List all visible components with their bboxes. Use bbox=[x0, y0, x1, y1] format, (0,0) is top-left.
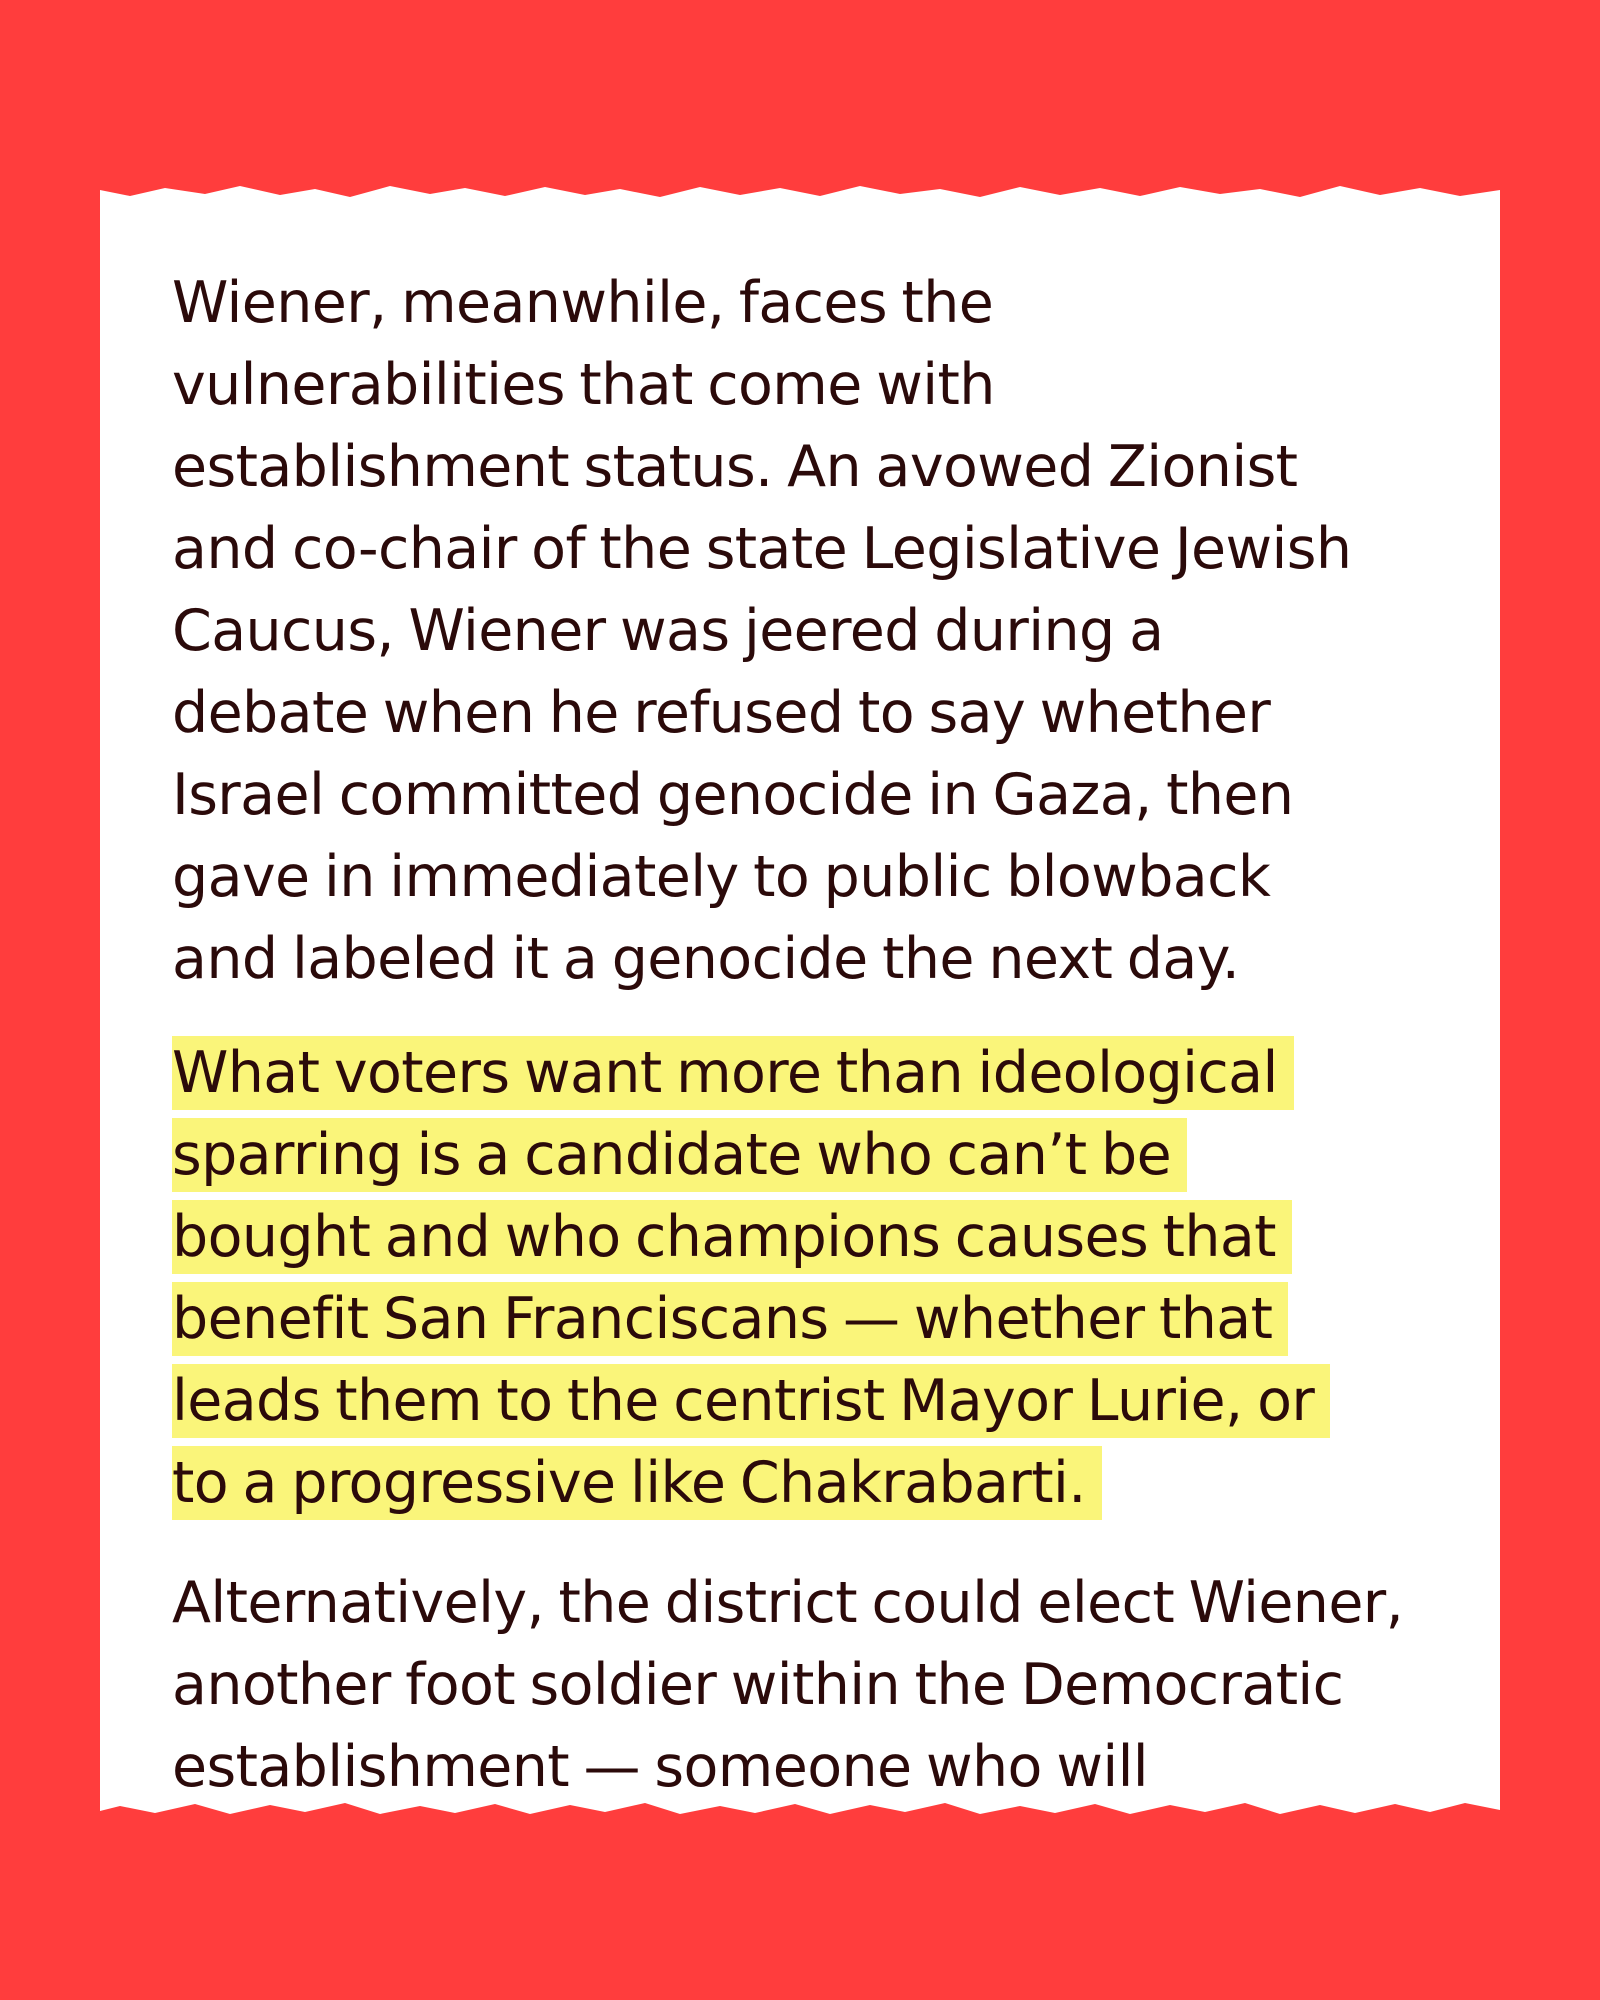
text-line: Wiener, meanwhile, faces the bbox=[172, 270, 994, 336]
text-line: and labeled it a genocide the next day. bbox=[172, 926, 1240, 992]
text-line: Alternatively, the district could elect Wiener, bbox=[172, 1570, 1404, 1636]
text-line: and co-chair of the state Legislative Jewish bbox=[172, 516, 1352, 582]
text-line: establishment status. An avowed Zionist bbox=[172, 434, 1298, 500]
text-line: gave in immediately to public blowback bbox=[172, 844, 1271, 910]
highlighted-line: bought and who champions causes that bbox=[172, 1200, 1292, 1274]
highlighted-paragraph bbox=[172, 1036, 1462, 1520]
highlighted-line: sparring is a candidate who can’t be bbox=[172, 1118, 1187, 1192]
text-line: vulnerabilities that come with bbox=[172, 352, 995, 418]
text-line: Israel committed genocide in Gaza, then bbox=[172, 762, 1294, 828]
text-line: establishment — someone who will bbox=[172, 1734, 1149, 1800]
highlighted-line: What voters want more than ideological bbox=[172, 1036, 1294, 1110]
article-text bbox=[172, 262, 1462, 1822]
paragraph-3 bbox=[172, 1562, 1462, 1808]
paragraph-1 bbox=[172, 262, 1462, 1000]
highlighted-line: to a progressive like Chakrabarti. bbox=[172, 1446, 1102, 1520]
highlighted-line: benefit San Franciscans — whether that bbox=[172, 1282, 1288, 1356]
text-line: Caucus, Wiener was jeered during a bbox=[172, 598, 1164, 664]
highlighted-line: leads them to the centrist Mayor Lurie, or bbox=[172, 1364, 1330, 1438]
text-line: debate when he refused to say whether bbox=[172, 680, 1271, 746]
text-line: another foot soldier within the Democratic bbox=[172, 1652, 1344, 1718]
